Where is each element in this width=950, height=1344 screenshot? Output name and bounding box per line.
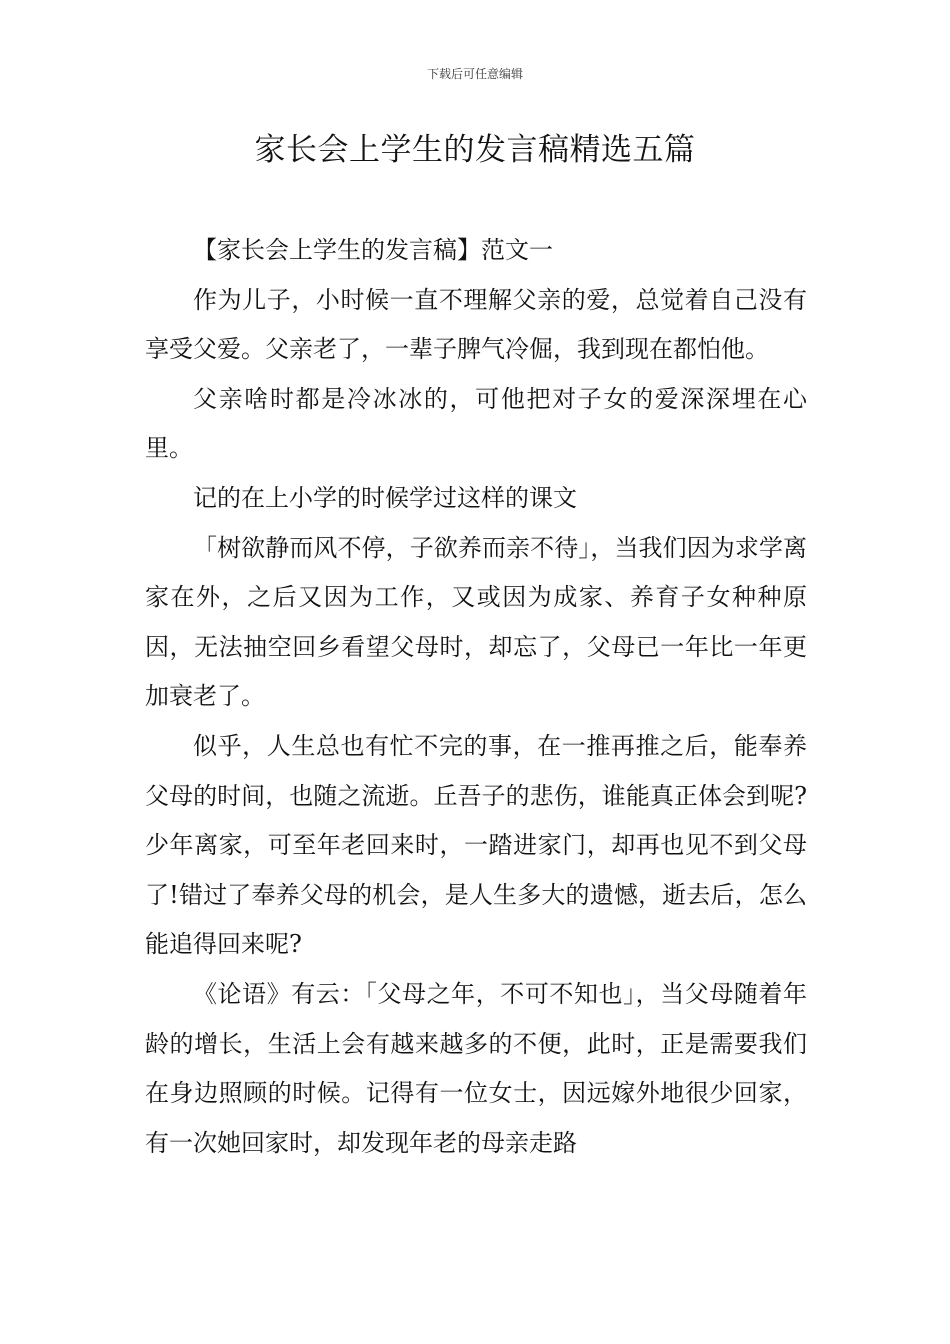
paragraph: 记的在上小学的时候学过这样的课文 [193,483,577,512]
document-title: 家长会上学生的发言稿精选五篇 [254,132,696,168]
section-heading: 【家长会上学生的发言稿】范文一 [193,236,553,264]
header-note: 下载后可任意编辑 [426,67,523,81]
document-body [145,226,807,1168]
paragraph: 「树欲静而风不停，子欲养而亲不待」，当我们因为求学离家在外，之后又因为工作，又或因为成家、养育子女种种原因，无法抽空回乡看望父母时，却忘了，父母已一年比一年更加衰老了。 [145,533,807,711]
paragraph: 《论语》有云：「父母之年，不可不知也」，当父母随着年龄的增长，生活上会有越来越多的不便，此时，正是需要我们在身边照顾的时候。记得有一位女士，因远嫁外地很少回家，有一次她回家时，却发现年老的母亲走路 [145,979,807,1157]
paragraph: 作为儿子，小时候一直不理解父亲的爱，总觉着自己没有享受父爱。父亲老了，一辈子脾气冷倔，我到现在都怕他。 [145,285,807,364]
paragraph: 父亲啥时都是冷冰冰的，可他把对子女的爱深深埋在心里。 [145,384,807,463]
paragraph: 似乎，人生总也有忙不完的事，在一推再推之后，能奉养父母的时间，也随之流逝。丘吾子的悲伤，谁能真正体会到呢?少年离家，可至年老回来时，一踏进家门，却再也见不到父母了!错过了奉养父母的机会，是人生多大的遗憾，逝去后，怎么能追得回来呢? [145,731,807,959]
